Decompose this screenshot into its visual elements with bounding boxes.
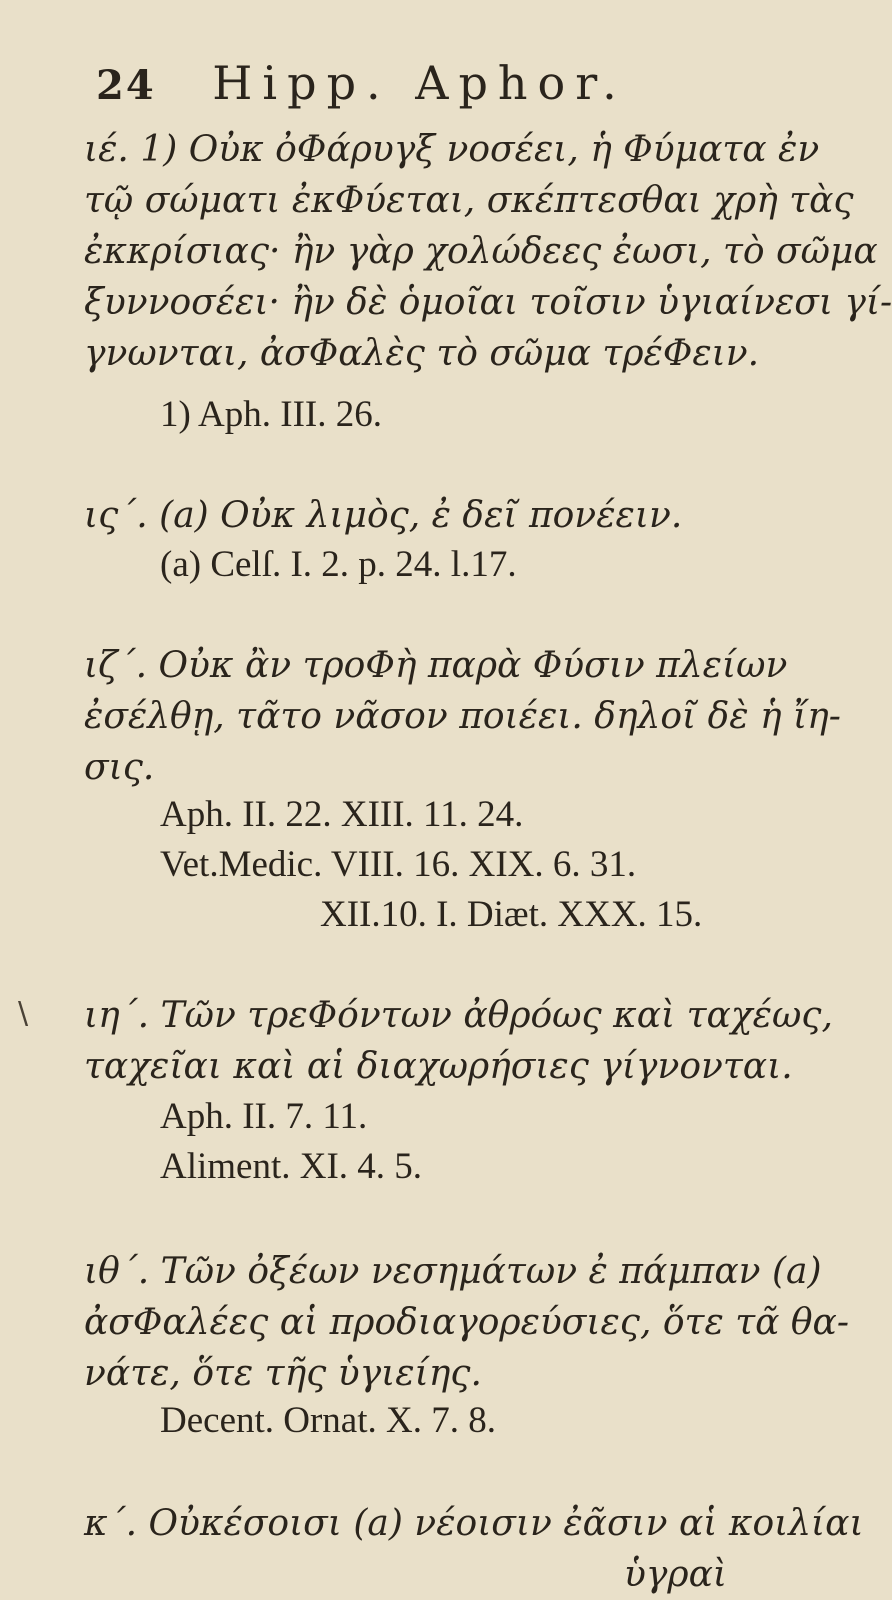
page-header (96, 56, 627, 110)
citation: 1) Aph. III. 26. (160, 394, 382, 435)
text-line: ξυννοσέει· ἢν δὲ ὁμοῖαι τοῖσιν ὑγιαίνεσι γί- (84, 282, 892, 323)
text-line: ιθ΄. Τῶν ὀξέων νεσημάτων ἐ πάμπαν (a) (84, 1251, 822, 1292)
text-line: κ΄. Οὐκέσοισι (a) νέοισιν ἐᾶσιν αἱ κοιλίαι (84, 1503, 864, 1544)
text-line: ις΄. (a) Οὐκ λιμὸς, ἐ δεῖ πονέειν. (84, 495, 683, 536)
aphorism-ih (84, 990, 833, 1092)
text-line: νάτε, ὅτε τῆς ὑγιείης. (84, 1353, 482, 1394)
text-line: ἐκκρίσιας· ἢν γὰρ χολώδεες ἐωσι, τὸ σῶμα (84, 231, 878, 272)
aphorism-k (84, 1498, 864, 1600)
citation: Aliment. XI. 4. 5. (160, 1146, 423, 1187)
text-line: ἀσΦαλέες αἱ προδιαγορεύσιες, ὅτε τᾶ θα- (84, 1302, 850, 1343)
citation: Aph. II. 22. XIII. 11. 24. (160, 794, 524, 835)
aphorism-is (84, 490, 774, 541)
running-title: Hipp. Aphor. (212, 56, 627, 110)
citation: Aph. II. 7. 11. (160, 1096, 368, 1137)
margin-mark: \ (18, 996, 29, 1031)
page-number: 24 (96, 62, 156, 109)
catchword: ὑγραὶ (624, 1554, 727, 1595)
text-line: ιζ΄. Οὐκ ἂν τροΦὴ παρὰ Φύσιν πλείων (84, 645, 788, 686)
text-line: γνωνται, ἀσΦαλὲς τὸ σῶμα τρέΦειν. (84, 333, 760, 374)
citation: Decent. Ornat. X. 7. 8. (160, 1400, 496, 1441)
aphorism-iz (84, 640, 841, 793)
text-line: σις. (84, 747, 155, 788)
text-line: ιη΄. Τῶν τρεΦόντων ἀθρόως καὶ ταχέως, (84, 995, 833, 1036)
aphorism-ith (84, 1246, 850, 1399)
citation: (a) Celſ. I. 2. p. 24. l.17. (160, 544, 517, 585)
text-line: τῷ σώματι ἐκΦύεται, σκέπτεσθαι χρὴ τὰς (84, 180, 854, 221)
citation: XII.10. I. Diæt. XXX. 15. (320, 894, 703, 935)
citation: Vet.Medic. VIII. 16. XIX. 6. 31. (160, 844, 637, 885)
text-line: ιέ. 1) Οὐκ ὀΦάρυγξ νοσέει, ἡ Φύματα ἐν (84, 129, 820, 170)
text-line: ἐσέλθῃ, τᾶτο νᾶσον ποιέει. δηλοῖ δὲ ἡ ἴη- (84, 696, 841, 737)
text-line: ταχεῖαι καὶ αἱ διαχωρήσιες γίγνονται. (84, 1046, 793, 1087)
aphorism-ie (84, 124, 892, 379)
